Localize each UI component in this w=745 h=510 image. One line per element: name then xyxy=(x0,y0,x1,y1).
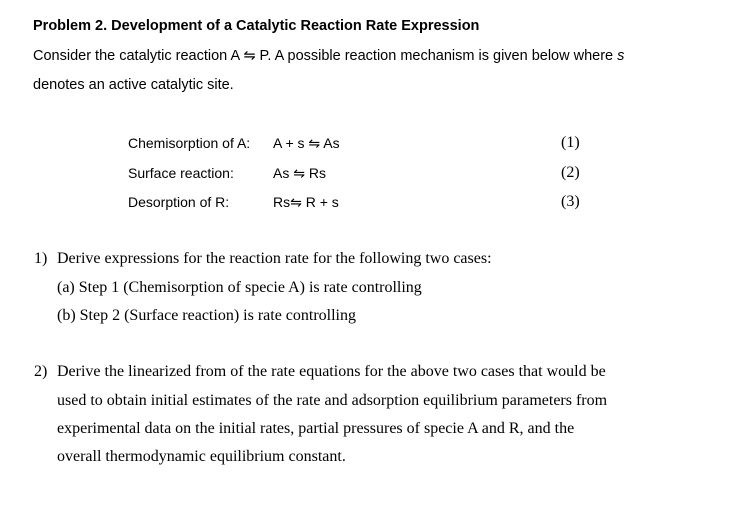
intro-line-2: denotes an active catalytic site. xyxy=(33,77,234,93)
question-2-line: Derive the linearized from of the rate equations for the above two cases that would be xyxy=(57,363,606,380)
question-2-line: used to obtain initial estimates of the rate and adsorption equilibrium parameters from xyxy=(57,392,608,409)
mechanism-step-3-equation: Rs⇋ R + s xyxy=(273,194,339,210)
mechanism-step-2-equation: As ⇋ Rs xyxy=(273,165,326,181)
mechanism-step-1-equation: A + s ⇋ As xyxy=(273,135,340,151)
question-2-number: 2) xyxy=(34,363,48,380)
question-1-number: 1) xyxy=(34,250,48,267)
active-site-symbol: s xyxy=(617,48,625,64)
question-2-line: overall thermodynamic equilibrium constant. xyxy=(57,448,346,465)
question-1-part-b: (b) Step 2 (Surface reaction) is rate controlling xyxy=(57,307,356,324)
question-1-text: Derive expressions for the reaction rate for the following two cases: xyxy=(57,250,492,267)
intro-line-1 xyxy=(33,48,624,64)
mechanism-step-1-number: (1) xyxy=(561,134,580,151)
problem-title: Problem 2. Development of a Catalytic Reaction Rate Expression xyxy=(33,18,480,34)
question-2-line: experimental data on the initial rates, partial pressures of specie A and R, and the xyxy=(57,420,575,437)
mechanism-step-3-number: (3) xyxy=(561,193,580,210)
mechanism-step-2-number: (2) xyxy=(561,164,580,181)
question-1-part-a: (a) Step 1 (Chemisorption of specie A) is rate controlling xyxy=(57,279,422,296)
mechanism-step-2-label: Surface reaction: xyxy=(128,165,234,181)
intro-line-1-text: Consider the catalytic reaction A ⇋ P. A possible reaction mechanism is given below where xyxy=(33,48,618,64)
mechanism-step-3-label: Desorption of R: xyxy=(128,194,230,210)
mechanism-step-1-label: Chemisorption of A: xyxy=(128,135,251,151)
